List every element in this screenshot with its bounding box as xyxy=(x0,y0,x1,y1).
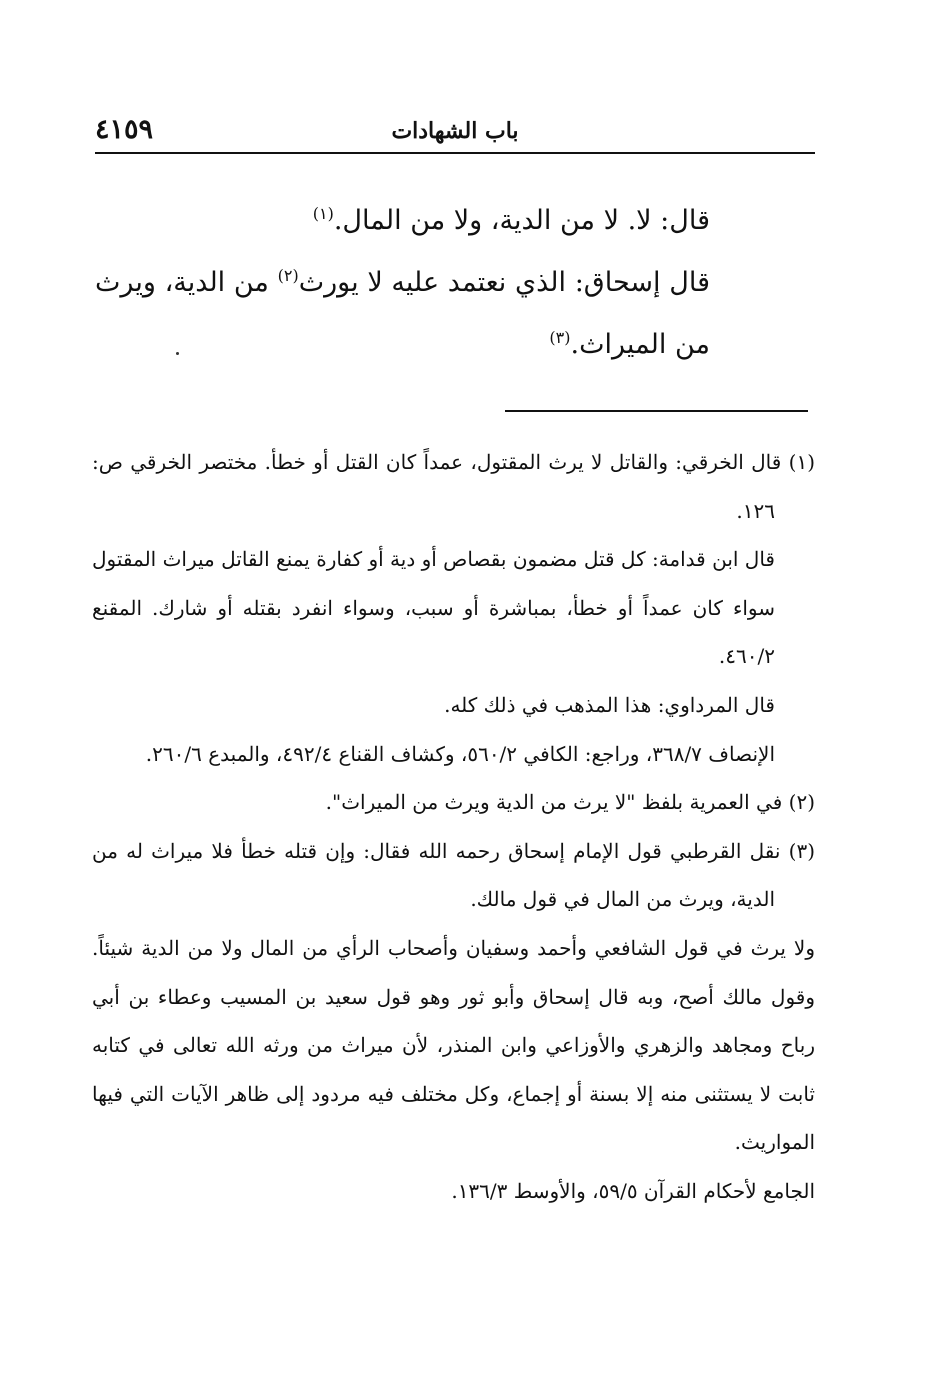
footnote-1-para-4: الإنصاف ٣٦٨/٧، وراجع: الكافي ٥٦٠/٢، وكشاف القناع ٤٩٢/٤، والمبدع ٢٦٠/٦. xyxy=(145,741,775,766)
footnotes xyxy=(92,438,815,1216)
footnote-3-para-3: الجامع لأحكام القرآن ٥٩/٥، والأوسط ١٣٦/٣. xyxy=(451,1178,815,1203)
footnote-3-marker: (٣) xyxy=(788,838,815,863)
footnote-1-para-3: قال المرداوي: هذا المذهب في ذلك كله. xyxy=(444,692,775,717)
footnote-3 xyxy=(92,827,815,924)
footnote-2 xyxy=(92,778,815,827)
main-line-2b: من الدية، ويرث من الميراث. xyxy=(95,267,710,360)
header-rule xyxy=(95,152,815,154)
main-line-2a: قال إسحاق: الذي نعتمد عليه لا يورث xyxy=(298,267,710,298)
footnote-ref-2: (٢) xyxy=(277,266,299,285)
footnote-ref-3: (٣) xyxy=(549,328,571,347)
main-paragraph-2 xyxy=(95,252,710,376)
main-text xyxy=(95,190,710,376)
footnote-2-text: في العمرية بلفظ "لا يرث من الدية ويرث من الميراث". xyxy=(325,790,783,815)
main-paragraph-1 xyxy=(95,190,710,252)
footnote-2-marker: (٢) xyxy=(788,790,815,815)
footnote-3-para-2: ولا يرث في قول الشافعي وأحمد وسفيان وأصحاب الرأي من المال ولا من الدية شيئاً. وقول مالك أصح، وبه قال إسحاق وأبو ثور وهو قول سعيد بن المسيب وعطاء بن أبي رباح ومجاهد والزهري والأوزاعي وابن المنذر، لأن ميراث من ورثه الله تعالى في كتابه ثابت لا يستثنى منه إلا بسنة أو إجماع، وكل مختلف فيه مردود إلى ظاهر الآيات التي فيها المواريث. xyxy=(92,935,815,1155)
footnote-3-text: نقل القرطبي قول الإمام إسحاق رحمه الله فقال: وإن قتله خطأ فلا ميراث له من الدية، ويرث من المال في قول مالك. xyxy=(92,838,781,912)
footnote-1-para-2: قال ابن قدامة: كل قتل مضمون بقصاص أو دية أو كفارة يمنع القاتل ميراث المقتول سواء كان عمداً أو خطأ، بمباشرة أو سبب، وسواء انفرد بقتله أو شارك. المقنع ٤٦٠/٢. xyxy=(92,547,775,669)
running-head: باب الشهادات xyxy=(391,118,519,144)
footnote-ref-1: (١) xyxy=(312,204,334,223)
footnote-1-marker: (١) xyxy=(788,450,815,474)
footnote-1 xyxy=(92,438,815,535)
page-number: ٤١٥٩ xyxy=(95,114,154,145)
footnote-rule xyxy=(505,410,808,412)
page-header xyxy=(95,112,815,148)
stray-dot xyxy=(176,352,179,355)
main-line-1: قال: لا. لا من الدية، ولا من المال. xyxy=(333,205,710,236)
footnote-1-text: قال الخرقي: والقاتل لا يرث المقتول، عمداً كان القتل أو خطأ. مختصر الخرقي ص: ١٢٦. xyxy=(92,450,782,523)
